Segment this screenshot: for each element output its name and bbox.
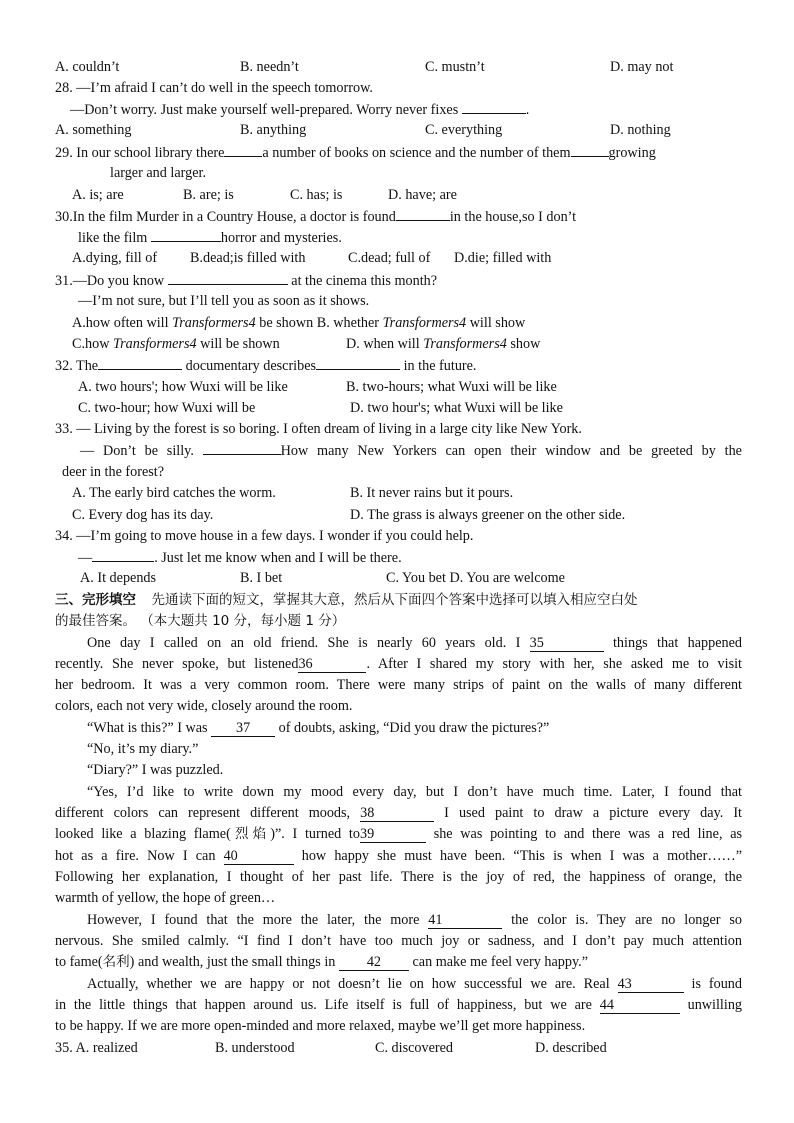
q33-option-d: D. The grass is always greener on the other side. [350, 507, 626, 523]
q28-reply: —Don’t worry. Just make yourself well-prepared. Worry never fixes . [70, 99, 529, 120]
blank [396, 206, 450, 221]
q31-option-d: D. when will Transformers4 show [346, 336, 541, 352]
passage-line-6: “No, it’s my diary.” [87, 741, 199, 757]
blank-35: 35 [530, 636, 604, 652]
q32-option-c: C. two-hour; how Wuxi will be [78, 400, 256, 416]
passage-line-4: colors, each not very wide, closely around the room. [55, 698, 353, 714]
passage-line-15: nervous. She smiled calmly. “I find I don’t have too much joy or sadness, and I don’t pay much attention [55, 933, 742, 949]
q27-option-c: C. mustn’t [425, 59, 485, 75]
q34-option-cd: C. You bet D. You are welcome [386, 570, 565, 586]
passage-line-7: “Diary?” I was puzzled. [87, 762, 224, 778]
passage-line-10: looked like a blazing flame(烈焰)”. I turned to39 she was pointing to and there was a red line, as [55, 826, 743, 842]
passage-line-2: recently. She never spoke, but listened36 . After I shared my story with her, she asked me to visit [55, 656, 742, 672]
blank [98, 355, 182, 370]
q28-option-d: D. nothing [610, 122, 671, 138]
q33-option-a: A. The early bird catches the worm. [72, 485, 276, 501]
q27-option-b: B. needn’t [240, 59, 299, 75]
blank [151, 227, 221, 242]
q32-stem: 32. The documentary describes in the future. [55, 355, 476, 376]
passage-line-12: Following her explanation, I thought of her past life. There is the joy of red, the happiness of orange, the [55, 869, 742, 885]
q30-stem: 30.In the film Murder in a Country House, a doctor is found in the house,so I don’t [55, 206, 576, 227]
q34-stem: 34. —I’m going to move house in a few days. I wonder if you could help. [55, 528, 474, 544]
section3-instructions-cont: 的最佳答案。 （本大题共 10 分，每小题 1 分） [55, 613, 346, 629]
q33-option-b: B. It never rains but it pours. [350, 485, 514, 501]
q30-stem-cont: like the film horror and mysteries. [78, 227, 342, 248]
blank-42: 42 [339, 955, 409, 971]
q30-option-d: D.die; filled with [454, 250, 552, 266]
q32-option-b: B. two-hours; what Wuxi will be like [346, 379, 557, 395]
blank-36: 36 [298, 657, 366, 673]
q31-stem: 31.—Do you know at the cinema this month? [55, 270, 437, 291]
q31-reply: —I’m not sure, but I’ll tell you as soon as it shows. [78, 293, 370, 309]
q27-option-a: A. couldn’t [55, 59, 120, 75]
blank [462, 99, 526, 114]
blank [224, 142, 262, 157]
blank-37: 37 [211, 721, 275, 737]
q35-option-b: B. understood [215, 1040, 295, 1056]
blank-38: 38 [360, 806, 434, 822]
q31-options-ab: A.how often will Transformers4 be shown B. whether Transformers4 will show [72, 315, 526, 331]
q34-reply: — . Just let me know when and I will be there. [78, 547, 402, 568]
blank-43: 43 [618, 977, 684, 993]
q27-option-d: D. may not [610, 59, 674, 75]
q30-option-b: B.dead;is filled with [190, 250, 306, 266]
q28-option-b: B. anything [240, 122, 307, 138]
passage-line-5: “What is this?” I was 37 of doubts, asking, “Did you draw the pictures?” [87, 720, 550, 736]
passage-line-8: “Yes, I’d like to write down my mood every day, but I don’t have much time. Later, I found that [87, 784, 742, 800]
blank-39: 39 [360, 827, 426, 843]
q33-reply: — Don’t be silly. How many New Yorkers can open their window and be greeted by the [80, 440, 742, 461]
q29-option-b: B. are; is [183, 187, 234, 203]
q35-option-d: D. described [535, 1040, 607, 1056]
section3-instructions: 先通读下面的短文，掌握其大意，然后从下面四个答案中选择可以填入相应空白处 [151, 592, 638, 608]
passage-line-16: to fame(名利) and wealth, just the small things in 42 can make me feel very happy.” [55, 954, 589, 970]
section3-title: 三、完形填空 [55, 592, 136, 608]
q35-option-a: 35. A. realized [55, 1040, 138, 1056]
q31-option-c: C.how Transformers4 will be shown [72, 336, 280, 352]
q30-option-c: C.dead; full of [348, 250, 431, 266]
q34-option-a: A. It depends [80, 570, 157, 586]
passage-line-18: in the little things that happen around us. Life itself is full of happiness, but we are 44 unwilling [55, 997, 743, 1013]
section3-header [55, 590, 638, 610]
q29-option-c: C. has; is [290, 187, 343, 203]
passage-line-1: One day I called on an old friend. She is nearly 60 years old. I 35 things that happened [87, 635, 742, 651]
passage-line-3: her bedroom. It was a very common room. There were many strips of paint on the walls of many different [55, 677, 742, 693]
blank-44: 44 [600, 998, 680, 1014]
blank [168, 270, 288, 285]
q32-option-d: D. two hour's; what Wuxi will be like [350, 400, 563, 416]
q33-option-c: C. Every dog has its day. [72, 507, 214, 523]
q28-option-c: C. everything [425, 122, 503, 138]
q28-stem: 28. —I’m afraid I can’t do well in the speech tomorrow. [55, 80, 373, 96]
passage-line-19: to be happy. If we are more open-minded and more relaxed, maybe we’ll get more happiness. [55, 1018, 586, 1034]
q32-option-a: A. two hours'; how Wuxi will be like [78, 379, 288, 395]
passage-line-13: warmth of yellow, the hope of green… [55, 890, 276, 906]
passage-line-17: Actually, whether we are happy or not doesn’t lie on how successful we are. Real 43 is found [87, 976, 742, 992]
blank [92, 547, 154, 562]
blank [316, 355, 400, 370]
q30-option-a: A.dying, fill of [72, 250, 158, 266]
passage-line-11: hot as a fire. Now I can 40 how happy she must have been. “This is when I was a mother……” [55, 848, 742, 864]
q29-stem-cont: larger and larger. [110, 165, 206, 181]
q28-option-a: A. something [55, 122, 132, 138]
q29-stem: 29. In our school library there a number of books on science and the number of them growing [55, 142, 656, 163]
passage-line-9: different colors can represent different moods, 38 I used paint to draw a picture every day. It [55, 805, 742, 821]
blank-41: 41 [428, 913, 502, 929]
blank [571, 142, 609, 157]
q29-option-a: A. is; are [72, 187, 124, 203]
passage-line-14: However, I found that the more the later, the more 41 the color is. They are no longer so [87, 912, 742, 928]
q29-option-d: D. have; are [388, 187, 457, 203]
q33-stem: 33. — Living by the forest is so boring. I often dream of living in a large city like New York. [55, 421, 582, 437]
q35-option-c: C. discovered [375, 1040, 454, 1056]
q34-option-b: B. I bet [240, 570, 283, 586]
blank-40: 40 [224, 849, 294, 865]
q33-reply-cont: deer in the forest? [62, 464, 165, 480]
blank [203, 440, 281, 455]
